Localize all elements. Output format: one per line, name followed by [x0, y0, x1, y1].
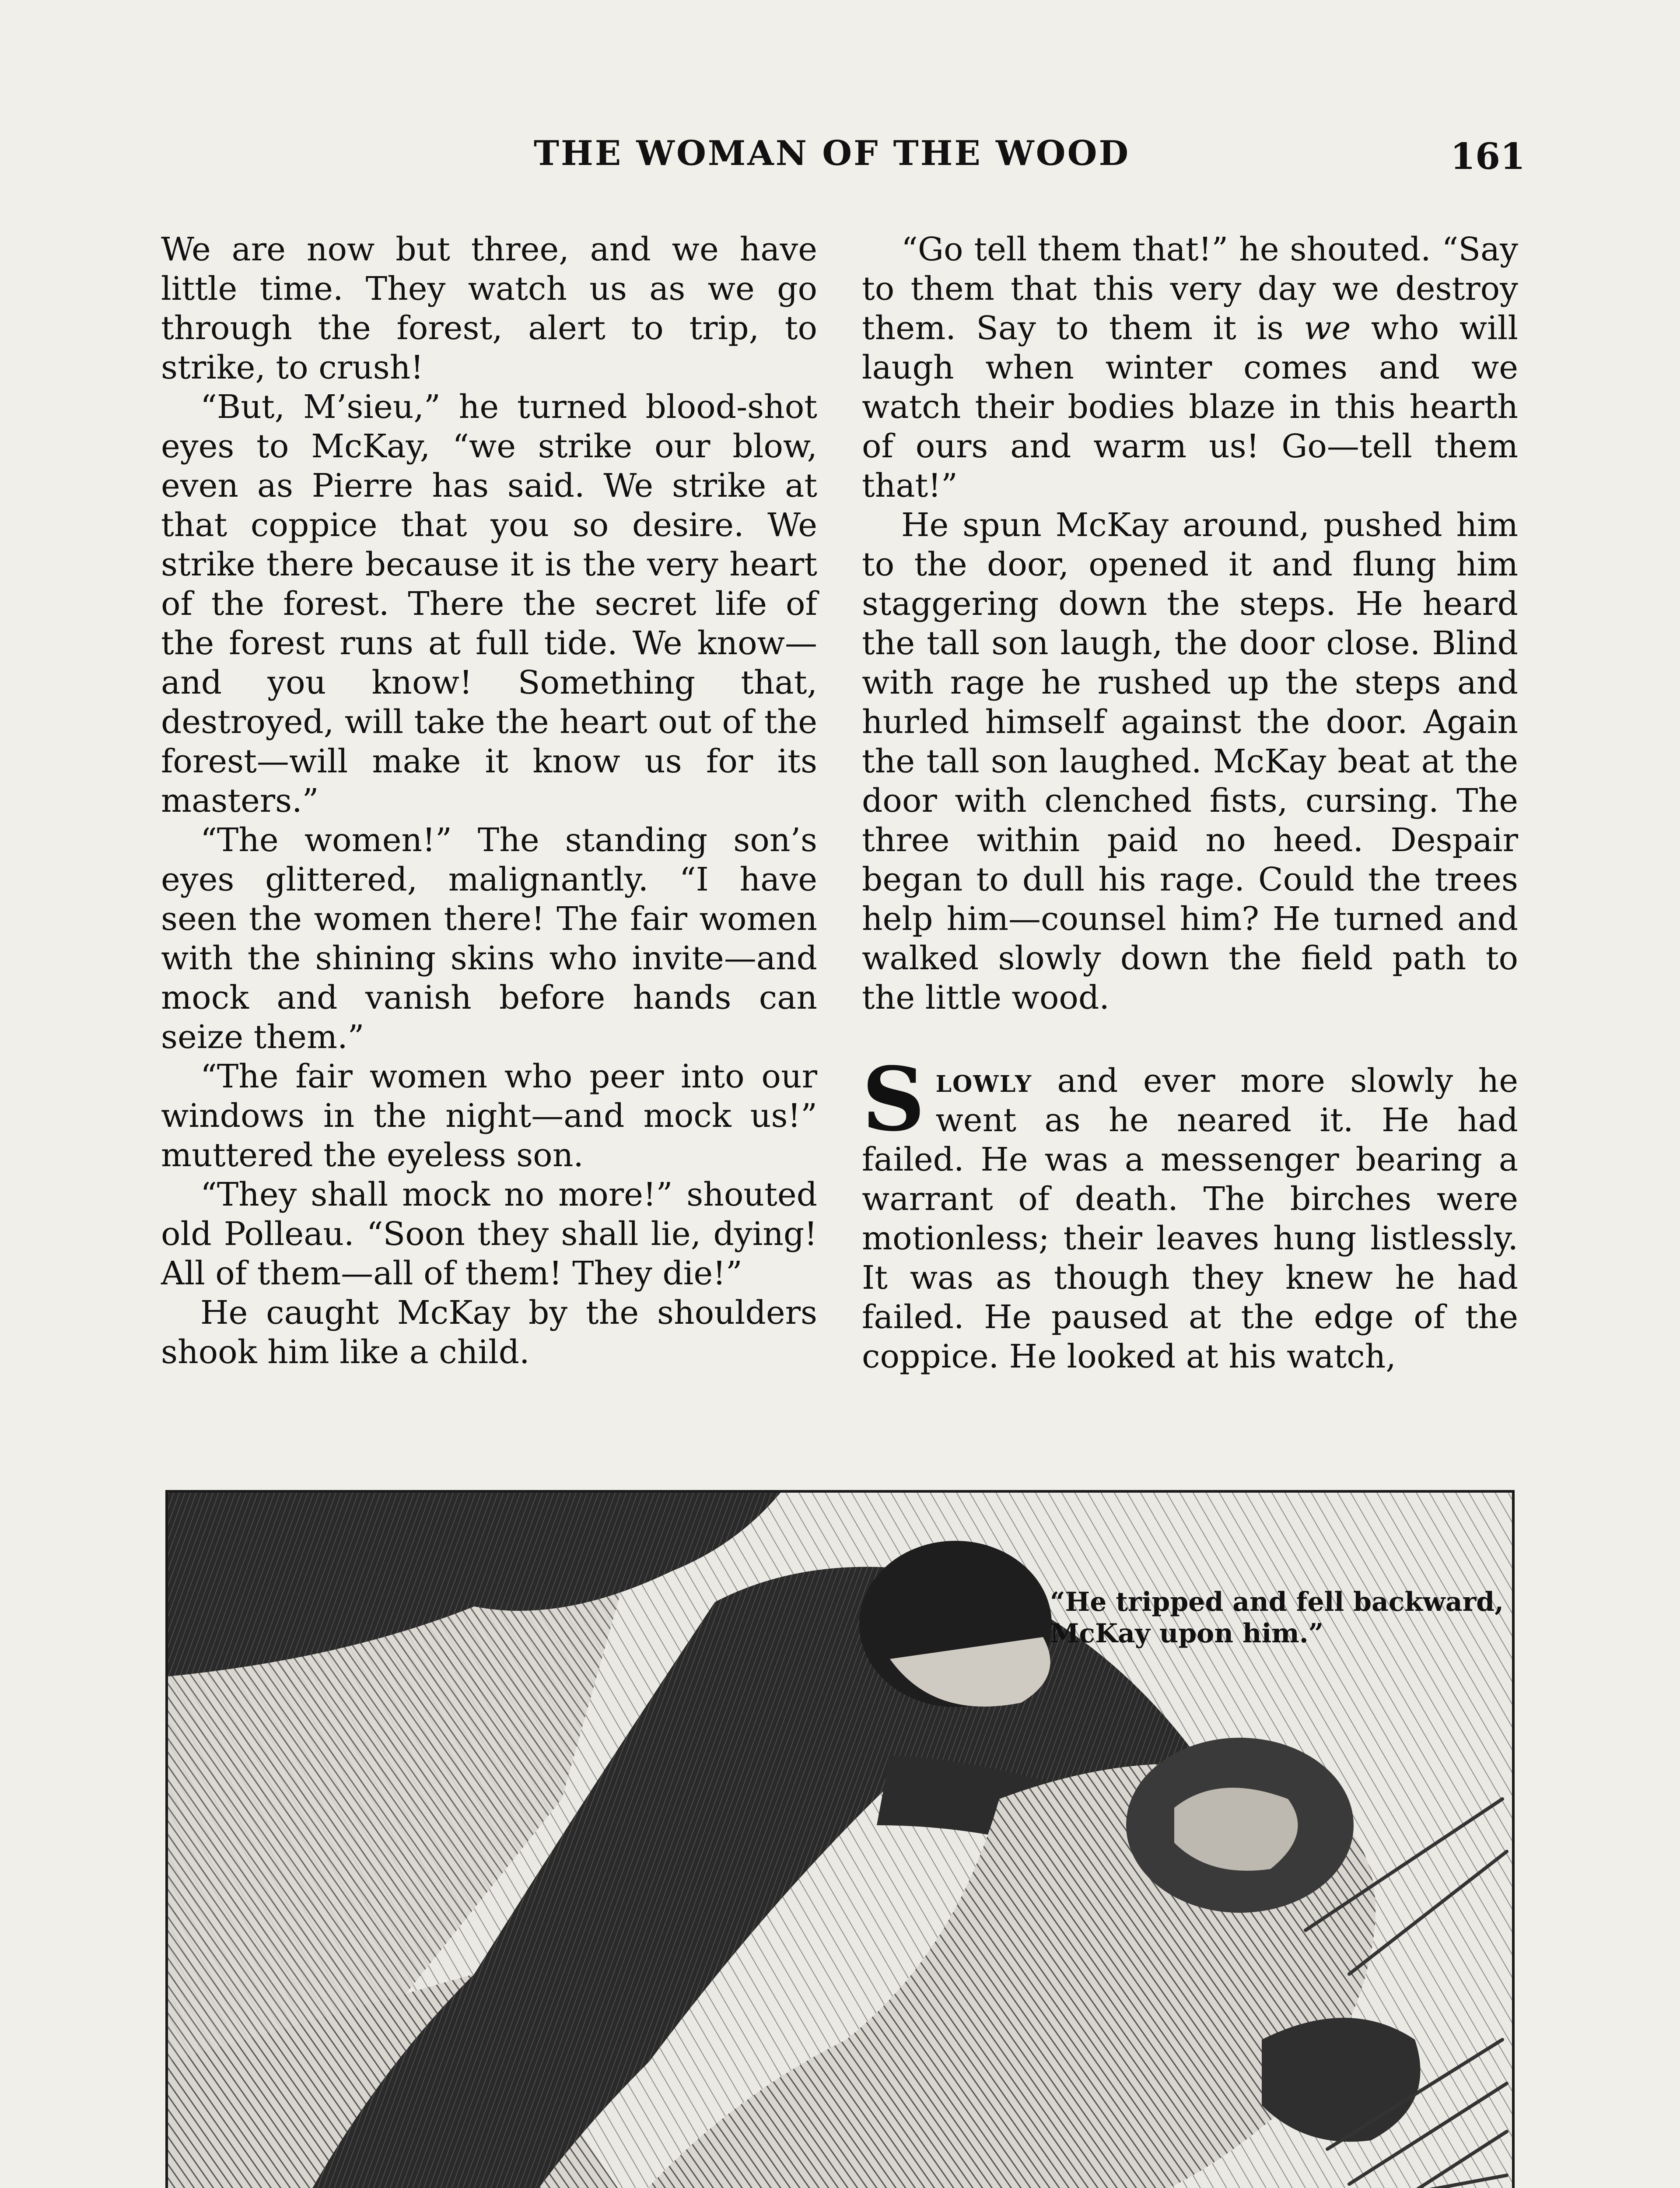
paragraph-text: and ever more slowly he went as he neared it. He had failed. He was a messenger bearing a warrant of death. The birches were motionless; their leaves hung listlessly. It was as though they knew he had failed. He paused at the edge of the coppice. He looked at his watch,	[862, 1062, 1518, 1375]
drop-cap: S	[862, 1048, 925, 1151]
paragraph: “The fair women who peer into our windows in the night—and mock us!” muttered the eyeless son.	[161, 1058, 817, 1174]
dropcap-paragraph	[862, 1048, 1518, 1376]
paragraph: “But, M’sieu,” he turned blood-shot eyes to McKay, “we strike our blow, even as Pierre has said. We strike at that coppice that you so desire. We strike there because it is the very heart of the forest. There the secret life of the forest runs at full tide. We know—and you know! Something that, destroyed, will take the heart out of the forest—will make it know us for its masters.”	[161, 388, 817, 820]
paragraph: “They shall mock no more!” shouted old Polleau. “Soon they shall lie, dying! All of them—all of them! They die!”	[161, 1176, 817, 1292]
section-break	[862, 1017, 1518, 1061]
paragraph: “The women!” The standing son’s eyes glittered, malignantly. “I have seen the women there! The fair women with the shining skins who invite—and mock and vanish before hands can seize them.”	[161, 821, 817, 1056]
smallcaps-lead: lowly	[935, 1062, 1032, 1100]
right-column	[862, 230, 1518, 1376]
paragraph-text: who will laugh when winter comes and we watch their bodies blaze in this hearth of ours and warm us! Go—tell them that!”	[862, 309, 1518, 505]
left-column	[161, 230, 817, 1372]
paragraph: He caught McKay by the shoulders shook him like a child.	[161, 1294, 817, 1371]
illustration-caption: “He tripped and fell backward, McKay upon him.”	[1050, 1587, 1504, 1649]
paragraph: He spun McKay around, pushed him to the door, opened it and flung him staggering down the steps. He heard the tall son laugh, the door close. Blind with rage he rushed up the steps and hurled himself against the door. Again the tall son laughed. McKay beat at the door with clenched fists, cursing. The three within paid no heed. Despair began to dull his rage. Could the trees help him—counsel him? He turned and walked slowly down the field path to the little wood.	[862, 506, 1518, 1017]
paragraph-text: “Go tell them that!” he shouted. “Say to them that this very day we destroy them. Say to them it is	[862, 231, 1518, 347]
emphasis-text: we	[1304, 309, 1351, 347]
paragraph: We are now but three, and we have little time. They watch us as we go through the forest, alert to trip, to strike, to crush!	[161, 231, 817, 386]
running-header-title: THE WOMAN OF THE WOOD	[534, 133, 1130, 173]
page-number: 161	[1450, 136, 1526, 178]
paragraph	[862, 230, 1518, 505]
